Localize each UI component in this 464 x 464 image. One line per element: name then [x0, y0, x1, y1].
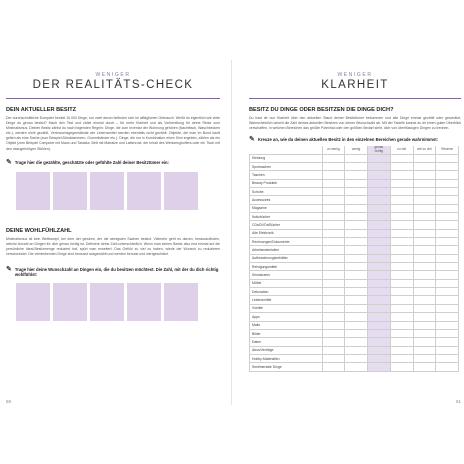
pencil-icon: ✎ [6, 158, 12, 166]
row-label: Mails [250, 321, 323, 329]
column-header: zu viel [390, 146, 413, 154]
table-row [250, 154, 459, 162]
row-label: Krimskrams [250, 271, 323, 279]
check-cell[interactable] [413, 363, 436, 371]
check-cell[interactable] [390, 288, 413, 296]
table-row [250, 279, 459, 287]
check-cell[interactable] [368, 288, 391, 296]
check-cell[interactable] [413, 179, 436, 187]
table-row [250, 162, 459, 170]
row-label: Rechnungen/Dokumente [250, 238, 323, 246]
prompt-table [249, 137, 461, 143]
table-row [250, 304, 459, 312]
check-cell[interactable] [413, 221, 436, 229]
check-cell[interactable] [322, 363, 345, 371]
check-cell[interactable] [345, 271, 368, 279]
row-label: Daten [250, 338, 323, 346]
row-label: Dekoration [250, 288, 323, 296]
right-page-title: KLARHEIT [321, 79, 389, 91]
check-cell[interactable] [368, 271, 391, 279]
check-cell[interactable] [322, 229, 345, 237]
check-cell[interactable] [413, 329, 436, 337]
check-cell[interactable] [436, 338, 459, 346]
check-cell[interactable] [345, 188, 368, 196]
row-label: Magazine [250, 204, 323, 212]
check-cell[interactable] [390, 179, 413, 187]
row-label: Notizbücher [250, 213, 323, 221]
row-label: Taschen [250, 171, 323, 179]
prompt-wish-text: Trage hier deine Wunschzahl an Dingen ein, die du besitzen möchtest. Die Zahl, mit der du dich richtig wohlfühlst: [14, 267, 219, 278]
check-cell[interactable] [413, 171, 436, 179]
digit-box[interactable] [16, 283, 50, 321]
table-row [250, 296, 459, 304]
check-cell[interactable] [368, 221, 391, 229]
check-cell[interactable] [345, 296, 368, 304]
check-cell[interactable] [322, 263, 345, 271]
check-cell[interactable] [345, 354, 368, 362]
check-cell[interactable] [390, 246, 413, 254]
prompt-count-text: Trage hier die gezählte, geschätzte oder gefühlte Zahl deiner Besitztümer ein: [14, 159, 169, 165]
check-cell[interactable] [436, 279, 459, 287]
table-row [250, 213, 459, 221]
check-cell[interactable] [345, 304, 368, 312]
check-cell[interactable] [368, 313, 391, 321]
check-cell[interactable] [413, 338, 436, 346]
check-cell[interactable] [322, 329, 345, 337]
check-cell[interactable] [390, 296, 413, 304]
check-cell[interactable] [436, 229, 459, 237]
check-cell[interactable] [322, 154, 345, 162]
row-label: Arbeitsmaterialien [250, 246, 323, 254]
check-cell[interactable] [413, 279, 436, 287]
check-cell[interactable] [436, 271, 459, 279]
table-header-row [250, 146, 459, 154]
pencil-icon: ✎ [249, 136, 255, 144]
row-label: CDs/DVDs/Bücher [250, 221, 323, 229]
check-cell[interactable] [368, 213, 391, 221]
check-cell[interactable] [322, 296, 345, 304]
check-cell[interactable] [322, 354, 345, 362]
check-cell[interactable] [345, 196, 368, 204]
row-label: Hobby-Materialien [250, 354, 323, 362]
check-cell[interactable] [322, 313, 345, 321]
left-page [6, 72, 220, 404]
check-cell[interactable] [413, 354, 436, 362]
check-cell[interactable] [436, 354, 459, 362]
check-cell[interactable] [413, 254, 436, 262]
table-row [250, 338, 459, 346]
left-page-title: DER REALITÄTS-CHECK [32, 79, 194, 91]
page-number-right: 61 [455, 399, 461, 404]
check-cell[interactable] [390, 321, 413, 329]
check-cell[interactable] [390, 238, 413, 246]
table-row [250, 238, 459, 246]
check-cell[interactable] [368, 162, 391, 170]
check-cell[interactable] [322, 346, 345, 354]
table-row [250, 188, 459, 196]
check-cell[interactable] [436, 246, 459, 254]
right-title-rule [249, 98, 461, 99]
table-row [250, 288, 459, 296]
check-cell[interactable] [322, 254, 345, 262]
page-gutter [231, 60, 232, 405]
pencil-icon: ✎ [6, 266, 12, 274]
check-cell[interactable] [368, 346, 391, 354]
check-cell[interactable] [368, 154, 391, 162]
prompt-count [6, 160, 220, 166]
check-cell[interactable] [436, 154, 459, 162]
digit-box[interactable] [127, 283, 161, 321]
row-label: Schuhe [250, 188, 323, 196]
check-cell[interactable] [436, 263, 459, 271]
row-label: Lebensmittel [250, 296, 323, 304]
check-cell[interactable] [390, 254, 413, 262]
table-row [250, 254, 459, 262]
prompt-wish [6, 267, 220, 278]
check-cell[interactable] [413, 271, 436, 279]
check-cell[interactable] [390, 213, 413, 221]
check-cell[interactable] [322, 288, 345, 296]
check-cell[interactable] [390, 263, 413, 271]
row-label: Beauty Produkte [250, 179, 323, 187]
column-header: wenig [345, 146, 368, 154]
table-row [250, 179, 459, 187]
check-cell[interactable] [390, 196, 413, 204]
check-cell[interactable] [436, 171, 459, 179]
check-cell[interactable] [345, 329, 368, 337]
table-row [250, 313, 459, 321]
check-cell[interactable] [368, 238, 391, 246]
check-cell[interactable] [322, 213, 345, 221]
check-cell[interactable] [322, 171, 345, 179]
right-page [249, 72, 461, 404]
check-cell[interactable] [413, 304, 436, 312]
check-cell[interactable] [322, 321, 345, 329]
check-cell[interactable] [322, 179, 345, 187]
check-cell[interactable] [368, 296, 391, 304]
table-corner [250, 146, 323, 154]
check-cell[interactable] [345, 162, 368, 170]
assessment-table [249, 146, 459, 371]
check-cell[interactable] [368, 279, 391, 287]
digit-box[interactable] [53, 172, 87, 210]
check-cell[interactable] [413, 188, 436, 196]
check-cell[interactable] [413, 229, 436, 237]
check-cell[interactable] [368, 354, 391, 362]
check-cell[interactable] [345, 213, 368, 221]
prompt-table-text: Kreuze an, wie du deinen aktuellen Besitz in den einzelnen Bereichen gerade wahrnimmst: [257, 137, 438, 143]
check-cell[interactable] [368, 338, 391, 346]
row-label: Sentimentale Dinge [250, 363, 323, 371]
check-cell[interactable] [390, 329, 413, 337]
table-row [250, 204, 459, 212]
check-cell[interactable] [413, 296, 436, 304]
check-cell[interactable] [436, 313, 459, 321]
section-heading-possessions-question: BESITZ DU DINGE ODER BESITZEN DIE DINGE DICH? [249, 107, 394, 113]
count-boxes [16, 172, 220, 210]
left-title-rule [6, 98, 220, 99]
check-cell[interactable] [390, 271, 413, 279]
check-cell[interactable] [390, 171, 413, 179]
table-row [250, 354, 459, 362]
check-cell[interactable] [368, 304, 391, 312]
check-cell[interactable] [368, 254, 391, 262]
check-cell[interactable] [345, 179, 368, 187]
check-cell[interactable] [368, 363, 391, 371]
right-kicker: WENIGER [337, 72, 373, 78]
check-cell[interactable] [322, 196, 345, 204]
check-cell[interactable] [436, 213, 459, 221]
table-row [250, 329, 459, 337]
check-cell[interactable] [345, 204, 368, 212]
left-kicker: WENIGER [95, 72, 131, 78]
check-cell[interactable] [345, 363, 368, 371]
check-cell[interactable] [345, 238, 368, 246]
section-heading-current-possessions: DEIN AKTUELLER BESITZ [6, 107, 77, 113]
check-cell[interactable] [368, 204, 391, 212]
check-cell[interactable] [436, 329, 459, 337]
check-cell[interactable] [436, 321, 459, 329]
check-cell[interactable] [413, 288, 436, 296]
check-cell[interactable] [390, 162, 413, 170]
check-cell[interactable] [390, 313, 413, 321]
row-label: Vorräte [250, 304, 323, 312]
check-cell[interactable] [436, 196, 459, 204]
check-cell[interactable] [413, 204, 436, 212]
check-cell[interactable] [368, 196, 391, 204]
check-cell[interactable] [390, 354, 413, 362]
check-cell[interactable] [345, 346, 368, 354]
row-label: Sportsachen [250, 162, 323, 170]
check-cell[interactable] [368, 263, 391, 271]
check-cell[interactable] [413, 346, 436, 354]
check-cell[interactable] [390, 229, 413, 237]
row-label: Apps [250, 313, 323, 321]
check-cell[interactable] [413, 196, 436, 204]
section-text-current-possessions: Der durchschnittliche Europäer besitzt 10.000 Dinge, nur zwei davon befinden sich im alltäglichen Gebrauch. Weißt du eigentlich wie viele Dinge du genau besitzt? Mach den Test und zähle einmal durch – für mehr Klarheit und als Vorbereitung für deine Reise zum Minimalismus. Deinen Besitz zählst du nach folgenden Regeln: Dinge, die zum Inventar der Wohnung gehören (Nachttisch, Waschbecken etc.), werden nicht gezählt. Verbrauchsgegenstände wie Lebensmittel werden ebenfalls nicht gezählt. Objekte, die man im Bund kauft gelten als eine Sache (zum Beispiel Büroklammern, Gummibänder etc.). Dinge, die nur in Kombination einen Sinn ergeben, zählen als ein Objekt (zum Beispiel Computer mit Maus und Tastatur, Bett mit Matratze und Lattenrost, der Inhalt des Werkzeugkoffers oder ein Tisch mit den dazugehörigen Stühlen). [6, 116, 220, 151]
check-cell[interactable] [345, 321, 368, 329]
check-cell[interactable] [390, 346, 413, 354]
digit-box[interactable] [90, 172, 124, 210]
check-cell[interactable] [390, 338, 413, 346]
check-cell[interactable] [345, 221, 368, 229]
check-cell[interactable] [368, 179, 391, 187]
check-cell[interactable] [390, 279, 413, 287]
check-cell[interactable] [436, 363, 459, 371]
check-cell[interactable] [322, 279, 345, 287]
table-row [250, 346, 459, 354]
check-cell[interactable] [345, 313, 368, 321]
table-row [250, 196, 459, 204]
digit-box[interactable] [164, 283, 198, 321]
check-cell[interactable] [436, 346, 459, 354]
check-cell[interactable] [436, 204, 459, 212]
check-cell[interactable] [413, 313, 436, 321]
row-label: Bilder [250, 329, 323, 337]
check-cell[interactable] [436, 221, 459, 229]
check-cell[interactable] [322, 188, 345, 196]
column-header: Reserve [436, 146, 459, 154]
digit-box[interactable] [127, 172, 161, 210]
check-cell[interactable] [322, 304, 345, 312]
table-row [250, 221, 459, 229]
digit-box[interactable] [164, 172, 198, 210]
check-cell[interactable] [390, 204, 413, 212]
table-row [250, 263, 459, 271]
check-cell[interactable] [413, 246, 436, 254]
check-cell[interactable] [368, 229, 391, 237]
table-row [250, 271, 459, 279]
check-cell[interactable] [413, 238, 436, 246]
table-row [250, 171, 459, 179]
row-label: Aufbewahrungsbehälter [250, 254, 323, 262]
check-cell[interactable] [345, 154, 368, 162]
check-cell[interactable] [345, 338, 368, 346]
check-cell[interactable] [413, 154, 436, 162]
check-cell[interactable] [322, 204, 345, 212]
check-cell[interactable] [322, 338, 345, 346]
table-row [250, 363, 459, 371]
check-cell[interactable] [345, 279, 368, 287]
check-cell[interactable] [322, 246, 345, 254]
check-cell[interactable] [436, 188, 459, 196]
check-cell[interactable] [345, 246, 368, 254]
check-cell[interactable] [390, 304, 413, 312]
row-label: Accessoires [250, 196, 323, 204]
check-cell[interactable] [322, 221, 345, 229]
check-cell[interactable] [345, 263, 368, 271]
digit-box[interactable] [16, 172, 50, 210]
column-header: viel zu viel [413, 146, 436, 154]
row-label: Möbel [250, 279, 323, 287]
check-cell[interactable] [413, 162, 436, 170]
check-cell[interactable] [436, 296, 459, 304]
digit-box[interactable] [90, 283, 124, 321]
row-label: Reinigungsmittel [250, 263, 323, 271]
table-row [250, 246, 459, 254]
digit-box[interactable] [53, 283, 87, 321]
check-cell[interactable] [322, 162, 345, 170]
check-cell[interactable] [345, 254, 368, 262]
section-text-possessions-question: Du hast dir nun Klarheit über den aktuellen Stand deiner Besitztümer bekommen und alle Dinge einmal gezählt oder geschätzt. Wahrscheinlich weicht die Zahl deines aktuellen Besitzes von deiner Wunschzahl ab. Mit der Tabelle kannst du dir einen guten Überblick verschaffen, in welchen Bereichen das größte Potential oder den größten Bedarf sieht, dich von überflüssigen Dingen zu trennen. [249, 116, 461, 131]
check-cell[interactable] [390, 363, 413, 371]
check-cell[interactable] [368, 329, 391, 337]
check-cell[interactable] [413, 263, 436, 271]
section-heading-comfort-number: DEINE WOHLFÜHLZAHL [6, 227, 72, 234]
check-cell[interactable] [390, 188, 413, 196]
check-cell[interactable] [345, 229, 368, 237]
check-cell[interactable] [436, 179, 459, 187]
table-row [250, 229, 459, 237]
check-cell[interactable] [368, 171, 391, 179]
check-cell[interactable] [368, 321, 391, 329]
page-number-left: 58 [6, 399, 12, 404]
check-cell[interactable] [345, 288, 368, 296]
check-cell[interactable] [436, 304, 459, 312]
table-row [250, 321, 459, 329]
row-label: Abos/Verträge [250, 346, 323, 354]
check-cell[interactable] [345, 171, 368, 179]
column-header: genau richtig [368, 146, 391, 154]
check-cell[interactable] [436, 238, 459, 246]
column-header: zu wenig [322, 146, 345, 154]
check-cell[interactable] [322, 238, 345, 246]
check-cell[interactable] [390, 154, 413, 162]
wish-boxes [16, 283, 220, 321]
check-cell[interactable] [436, 162, 459, 170]
check-cell[interactable] [322, 271, 345, 279]
check-cell[interactable] [436, 288, 459, 296]
table-body [250, 154, 459, 371]
check-cell[interactable] [413, 213, 436, 221]
check-cell[interactable] [390, 221, 413, 229]
section-text-comfort-number: Minimalismus ist kein Wettkampf, bei dem der gewinnt, der die wenigsten Sachen besitzt. Vielmehr geht es darum, herauszufinden, welche Anzahl an Dingen für dich genau richtig ist. Definiere deine Zahl unterschiedlich. Wenn man seinen Besitz also erst einmal auf die persönliche Ideal-Besitzmenge reduziert hat, spürt man erweitert. Das Gefühl zu viel zu haben, wiede der Wunsch zu reduzieren verschwindet. Die verbleibenden Dinge sind bewusst ausgewählt und werden benutzt und wertgeschätzt. [6, 236, 220, 256]
check-cell[interactable] [368, 246, 391, 254]
check-cell[interactable] [368, 188, 391, 196]
row-label: Alte Elektronik [250, 229, 323, 237]
check-cell[interactable] [436, 254, 459, 262]
row-label: Kleidung [250, 154, 323, 162]
check-cell[interactable] [413, 321, 436, 329]
